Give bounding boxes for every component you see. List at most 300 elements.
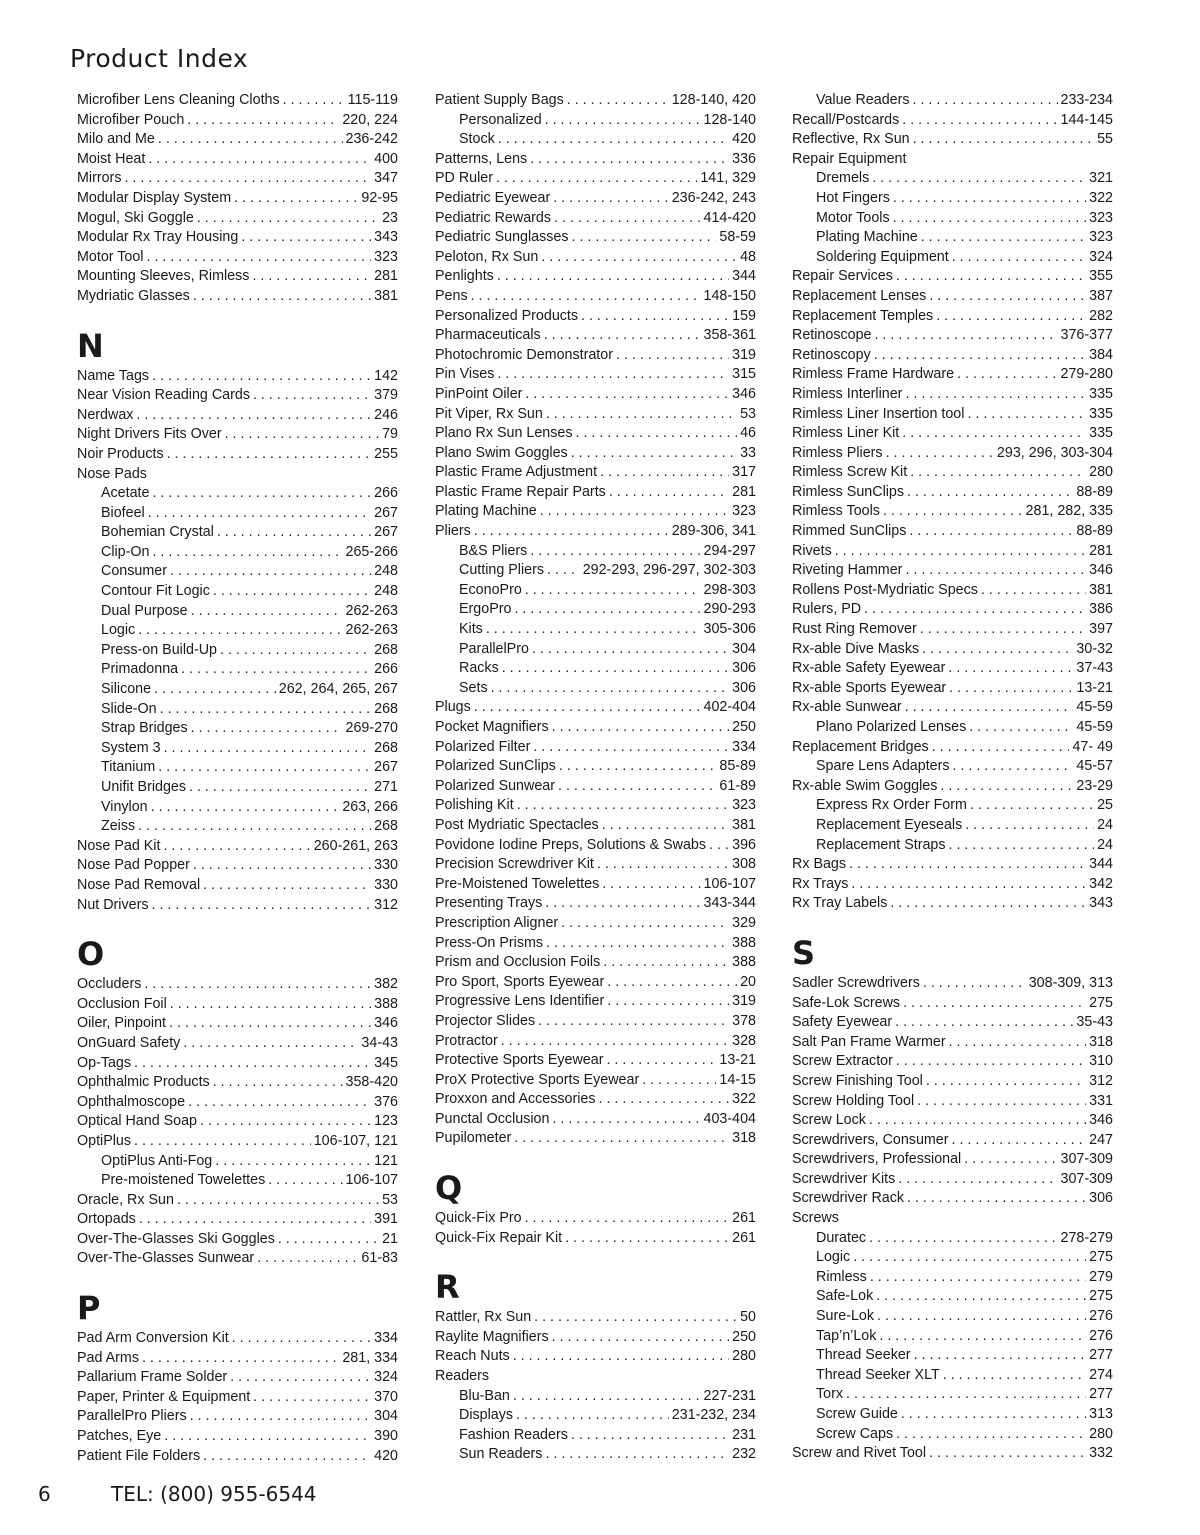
dot-leader bbox=[609, 483, 729, 503]
index-column-2 bbox=[435, 91, 756, 1465]
entry-label: Safe-Lok Screws bbox=[792, 994, 901, 1011]
entry-label: Plugs bbox=[435, 699, 471, 716]
dot-leader bbox=[709, 836, 729, 856]
entry-label: Strap Bridges bbox=[101, 720, 188, 737]
entry-label: Nose Pads bbox=[77, 465, 147, 482]
entry-page-ref: 335 bbox=[1089, 385, 1113, 402]
dot-leader bbox=[545, 111, 701, 131]
entry-label: Rx Tray Labels bbox=[792, 895, 888, 912]
index-entry bbox=[77, 367, 398, 387]
entry-label: ParallelPro bbox=[459, 640, 529, 657]
entry-label: Punctal Occlusion bbox=[435, 1110, 550, 1127]
dot-leader bbox=[546, 934, 729, 954]
entry-page-ref: 79 bbox=[382, 426, 398, 443]
entry-label: Logic bbox=[101, 622, 136, 639]
entry-page-ref: 279-280 bbox=[1060, 366, 1113, 383]
dot-leader bbox=[571, 444, 737, 464]
index-entry bbox=[77, 111, 398, 131]
dot-leader bbox=[148, 504, 371, 524]
entry-page-ref: 106-107, 121 bbox=[313, 1132, 398, 1149]
index-entry bbox=[435, 169, 756, 189]
entry-label: Tap’n’Lok bbox=[816, 1327, 877, 1344]
entry-page-ref: 308 bbox=[732, 856, 756, 873]
entry-page-ref: 265-266 bbox=[345, 543, 398, 560]
dot-leader bbox=[967, 405, 1086, 425]
entry-label: Polishing Kit bbox=[435, 797, 514, 814]
dot-leader bbox=[134, 1054, 371, 1074]
entry-page-ref: 281 bbox=[732, 483, 756, 500]
dot-leader bbox=[929, 1444, 1086, 1464]
index-entry bbox=[435, 796, 756, 816]
dot-leader bbox=[144, 975, 371, 995]
entry-page-ref: 268 bbox=[374, 641, 398, 658]
entry-page-ref: 281 bbox=[1089, 542, 1113, 559]
entry-label: Consumer bbox=[101, 563, 167, 580]
dot-leader bbox=[970, 796, 1094, 816]
entry-page-ref: 262-263 bbox=[345, 622, 398, 639]
entry-label: Displays bbox=[459, 1407, 514, 1424]
entry-page-ref: 266 bbox=[374, 661, 398, 678]
dot-leader bbox=[943, 1366, 1086, 1386]
entry-label: Nose Pad Kit bbox=[77, 837, 161, 854]
entry-label: Nose Pad Popper bbox=[77, 857, 190, 874]
dot-leader bbox=[901, 1405, 1086, 1425]
index-entry bbox=[435, 1209, 756, 1229]
index-entry bbox=[435, 483, 756, 503]
dot-leader bbox=[864, 600, 1086, 620]
dot-leader bbox=[501, 1032, 729, 1052]
index-entry bbox=[435, 1071, 756, 1091]
index-entry bbox=[792, 287, 1113, 307]
entry-label: Value Readers bbox=[816, 92, 910, 108]
entry-page-ref: 53 bbox=[382, 1191, 398, 1208]
entry-page-ref: 159 bbox=[732, 307, 756, 324]
entry-label: Plastic Frame Adjustment bbox=[435, 464, 598, 481]
entry-label: Contour Fit Logic bbox=[101, 583, 210, 600]
entry-label: Rimless Frame Hardware bbox=[792, 366, 955, 383]
dot-leader bbox=[896, 1052, 1086, 1072]
entry-page-ref: 280 bbox=[1089, 464, 1113, 481]
dot-leader bbox=[870, 1268, 1086, 1288]
entry-page-ref: 24 bbox=[1097, 836, 1113, 853]
index-entry bbox=[77, 386, 398, 406]
dot-leader bbox=[164, 1427, 371, 1447]
section-letter: S bbox=[792, 933, 816, 972]
index-entry bbox=[435, 914, 756, 934]
index-entry bbox=[435, 757, 756, 777]
entry-page-ref: 30-32 bbox=[1076, 640, 1113, 657]
entry-label: Rimmed SunClips bbox=[792, 523, 907, 540]
entry-page-ref: 61-83 bbox=[361, 1250, 398, 1267]
dot-leader bbox=[546, 405, 737, 425]
entry-page-ref: 250 bbox=[732, 1328, 756, 1345]
entry-page-ref: 231 bbox=[732, 1426, 756, 1443]
entry-page-ref: 307-309 bbox=[1060, 1151, 1113, 1168]
entry-label: Pocket Magnifiers bbox=[435, 719, 549, 735]
entry-page-ref: 403-404 bbox=[703, 1110, 756, 1127]
index-entry bbox=[792, 561, 1113, 581]
entry-label: Op-Tags bbox=[77, 1054, 132, 1071]
entry-label: Safe-Lok bbox=[816, 1288, 874, 1305]
dot-leader bbox=[879, 1327, 1086, 1347]
index-entry bbox=[435, 973, 756, 993]
entry-page-ref: 376 bbox=[374, 1093, 398, 1110]
entry-page-ref: 144-145 bbox=[1060, 111, 1113, 128]
entry-label: Torx bbox=[816, 1386, 844, 1403]
dot-leader bbox=[917, 1092, 1086, 1112]
entry-page-ref: 121 bbox=[374, 1152, 398, 1169]
entry-label: Ortopads bbox=[77, 1211, 136, 1228]
entry-label: Cutting Pliers bbox=[459, 562, 545, 579]
index-entry bbox=[792, 777, 1113, 797]
index-entry bbox=[435, 777, 756, 797]
entry-label: Photochromic Demonstrator bbox=[435, 346, 613, 363]
index-entry bbox=[792, 130, 1113, 150]
dot-leader bbox=[498, 130, 729, 150]
entry-label: Povidone Iodine Preps, Solutions & Swabs bbox=[435, 836, 707, 853]
index-entry bbox=[792, 502, 1113, 522]
entry-label: Pit Viper, Rx Sun bbox=[435, 405, 543, 422]
index-entry bbox=[792, 974, 1113, 994]
index-subentry bbox=[792, 757, 1113, 777]
index-entry bbox=[435, 463, 756, 483]
index-entry bbox=[435, 522, 756, 542]
index-entry bbox=[77, 1388, 398, 1408]
index-subentry bbox=[77, 504, 398, 524]
entry-page-ref: 47- 49 bbox=[1072, 738, 1113, 755]
entry-page-ref: 250 bbox=[732, 719, 756, 735]
dot-leader bbox=[142, 1349, 339, 1369]
index-subentry bbox=[792, 1366, 1113, 1386]
entry-page-ref: 315 bbox=[732, 366, 756, 383]
entry-label: Mounting Sleeves, Rimless bbox=[77, 268, 250, 285]
index-entry bbox=[435, 1308, 756, 1328]
entry-page-ref: 358-361 bbox=[703, 327, 756, 344]
entry-page-ref: 378 bbox=[732, 1012, 756, 1029]
entry-label: Rx-able Dive Masks bbox=[792, 640, 920, 657]
index-entry bbox=[77, 425, 398, 445]
dot-leader bbox=[552, 1328, 730, 1348]
entry-label: Reach Nuts bbox=[435, 1348, 510, 1365]
index-entry bbox=[77, 856, 398, 876]
dot-leader bbox=[545, 894, 700, 914]
index-entry bbox=[792, 346, 1113, 366]
dot-leader bbox=[893, 209, 1087, 229]
dot-leader bbox=[952, 1131, 1087, 1151]
entry-label: Mirrors bbox=[77, 170, 122, 187]
dot-leader bbox=[552, 1110, 700, 1130]
entry-page-ref: 106-107 bbox=[345, 1172, 398, 1189]
dot-leader bbox=[869, 1229, 1057, 1249]
entry-page-ref: 330 bbox=[374, 857, 398, 874]
entry-label: Dual Purpose bbox=[101, 602, 188, 619]
index-entry bbox=[792, 405, 1113, 425]
dot-leader bbox=[197, 209, 379, 229]
dot-leader bbox=[215, 1152, 371, 1172]
entry-label: Bohemian Crystal bbox=[101, 524, 214, 541]
entry-label: Screw Lock bbox=[792, 1112, 866, 1129]
dot-leader bbox=[835, 542, 1086, 562]
entry-label: Readers bbox=[435, 1368, 490, 1385]
entry-page-ref: 323 bbox=[732, 503, 756, 520]
entry-label: Progressive Lens Identifier bbox=[435, 993, 605, 1010]
entry-label: Repair Equipment bbox=[792, 150, 907, 167]
entry-page-ref: 322 bbox=[732, 1091, 756, 1108]
entry-page-ref: 23 bbox=[382, 209, 398, 226]
dot-leader bbox=[533, 738, 729, 758]
index-subentry bbox=[792, 1425, 1113, 1445]
entry-label: Screwdriver Kits bbox=[792, 1170, 896, 1187]
entry-label: Prescription Aligner bbox=[435, 914, 559, 931]
index-entry bbox=[792, 698, 1113, 718]
dot-leader bbox=[907, 483, 1073, 503]
entry-page-ref: 236-242, 243 bbox=[671, 189, 756, 206]
entry-label: Screw Caps bbox=[816, 1425, 894, 1442]
entry-page-ref: 261 bbox=[732, 1229, 756, 1246]
dot-leader bbox=[642, 1071, 716, 1091]
index-entry bbox=[435, 894, 756, 914]
entry-label: Optical Hand Soap bbox=[77, 1113, 198, 1130]
entry-label: Rimless bbox=[816, 1268, 867, 1285]
dot-leader bbox=[540, 502, 729, 522]
entry-label: Replacement Straps bbox=[816, 836, 946, 853]
dot-leader bbox=[497, 365, 729, 385]
entry-label: Pharmaceuticals bbox=[435, 327, 541, 344]
phone-number: TEL: (800) 955-6544 bbox=[111, 1482, 317, 1506]
entry-label: Motor Tool bbox=[77, 248, 144, 265]
entry-page-ref: 115-119 bbox=[347, 92, 398, 108]
dot-leader bbox=[148, 150, 371, 170]
entry-page-ref: 262-263 bbox=[345, 602, 398, 619]
dot-leader bbox=[253, 386, 371, 406]
index-entry bbox=[792, 1444, 1113, 1464]
entry-page-ref: 275 bbox=[1089, 1288, 1113, 1305]
entry-label: Plano Swim Goggles bbox=[435, 444, 568, 461]
dot-leader bbox=[525, 385, 729, 405]
entry-page-ref: 289-306, 341 bbox=[671, 523, 756, 540]
entry-page-ref: 268 bbox=[374, 700, 398, 717]
entry-page-ref: 276 bbox=[1089, 1327, 1113, 1344]
section-letter: N bbox=[77, 326, 104, 365]
dot-leader bbox=[136, 406, 371, 426]
entry-page-ref: 318 bbox=[1089, 1033, 1113, 1050]
entry-page-ref: 312 bbox=[374, 896, 398, 913]
dot-leader bbox=[607, 992, 729, 1012]
index-entry bbox=[435, 992, 756, 1012]
entry-page-ref: 343-344 bbox=[703, 895, 756, 912]
index-subentry bbox=[792, 1287, 1113, 1307]
entry-label: Polarized Filter bbox=[435, 738, 531, 755]
entry-label: Sadler Screwdrivers bbox=[792, 974, 920, 991]
entry-page-ref: 248 bbox=[374, 583, 398, 600]
index-entry bbox=[435, 1051, 756, 1071]
index-entry bbox=[77, 1191, 398, 1211]
entry-label: Peloton, Rx Sun bbox=[435, 248, 539, 265]
dot-leader bbox=[139, 1210, 371, 1230]
dot-leader bbox=[177, 1191, 379, 1211]
entry-label: Quick-Fix Pro bbox=[435, 1210, 522, 1227]
index-entry bbox=[435, 91, 756, 111]
index-subentry bbox=[77, 758, 398, 778]
index-subentry bbox=[792, 209, 1113, 229]
dot-leader bbox=[929, 287, 1086, 307]
entry-page-ref: 266 bbox=[374, 485, 398, 502]
dot-leader bbox=[981, 581, 1086, 601]
entry-page-ref: 382 bbox=[374, 976, 398, 993]
entry-label: Oiler, Pinpoint bbox=[77, 1015, 167, 1032]
entry-label: Rx-able Sports Eyewear bbox=[792, 679, 947, 696]
entry-page-ref: 334 bbox=[732, 738, 756, 755]
index-subentry bbox=[792, 1385, 1113, 1405]
entry-page-ref: 336 bbox=[732, 150, 756, 167]
index-entry bbox=[435, 934, 756, 954]
entry-page-ref: 347 bbox=[374, 170, 398, 187]
entry-label: Replacement Eyeseals bbox=[816, 816, 963, 833]
index-entry bbox=[792, 659, 1113, 679]
index-entry bbox=[792, 1189, 1113, 1209]
dot-leader bbox=[191, 602, 343, 622]
dot-leader bbox=[877, 1307, 1086, 1327]
dot-leader bbox=[138, 817, 371, 837]
entry-page-ref: 88-89 bbox=[1076, 523, 1113, 540]
entry-label: PD Ruler bbox=[435, 170, 493, 187]
entry-label: Logic bbox=[816, 1249, 851, 1266]
dot-leader bbox=[532, 640, 729, 660]
dot-leader bbox=[565, 1229, 729, 1249]
dot-leader bbox=[183, 1034, 358, 1054]
dot-leader bbox=[921, 228, 1086, 248]
dot-leader bbox=[902, 111, 1057, 131]
entry-label: Name Tags bbox=[77, 367, 150, 384]
index-subentry bbox=[792, 1327, 1113, 1347]
entry-page-ref: 35-43 bbox=[1076, 1014, 1113, 1031]
entry-page-ref: 334 bbox=[374, 1330, 398, 1347]
dot-leader bbox=[602, 816, 729, 836]
entry-label: Rimless Tools bbox=[792, 503, 880, 520]
dot-leader bbox=[491, 679, 730, 699]
index-entry bbox=[792, 581, 1113, 601]
index-entry bbox=[77, 1407, 398, 1427]
dot-leader bbox=[541, 248, 737, 268]
dot-leader bbox=[152, 484, 371, 504]
index-entry bbox=[77, 130, 398, 150]
entry-label: ParallelPro Pliers bbox=[77, 1408, 187, 1425]
entry-label: Plano Rx Sun Lenses bbox=[435, 425, 573, 442]
index-entry bbox=[435, 816, 756, 836]
dot-leader bbox=[910, 463, 1086, 483]
index-entry bbox=[77, 248, 398, 268]
entry-label: Screw Guide bbox=[816, 1406, 898, 1422]
dot-leader bbox=[160, 700, 372, 720]
dot-leader bbox=[936, 307, 1086, 327]
entry-label: Racks bbox=[459, 660, 499, 677]
dot-leader bbox=[890, 894, 1086, 914]
dot-leader bbox=[514, 600, 700, 620]
entry-page-ref: 277 bbox=[1089, 1386, 1113, 1403]
entry-label: OptiPlus Anti-Fog bbox=[101, 1152, 213, 1169]
index-subentry bbox=[792, 1346, 1113, 1366]
index-entry bbox=[77, 896, 398, 916]
index-subentry bbox=[792, 718, 1113, 738]
entry-label: Rimless Screw Kit bbox=[792, 464, 908, 481]
entry-label: Plano Polarized Lenses bbox=[816, 719, 967, 735]
entry-page-ref: 23-29 bbox=[1076, 777, 1113, 794]
dot-leader bbox=[922, 640, 1073, 660]
index-entry bbox=[792, 1092, 1113, 1112]
dot-leader bbox=[268, 1171, 342, 1191]
index-subentry bbox=[792, 1248, 1113, 1268]
entry-page-ref: 400 bbox=[374, 150, 398, 167]
entry-page-ref: 420 bbox=[732, 131, 756, 148]
index-entry bbox=[435, 405, 756, 425]
dot-leader bbox=[170, 995, 371, 1015]
index-subentry bbox=[792, 1307, 1113, 1327]
entry-page-ref: 324 bbox=[374, 1369, 398, 1386]
dot-leader bbox=[905, 561, 1086, 581]
entry-page-ref: 308-309, 313 bbox=[1028, 974, 1113, 991]
entry-page-ref: 281 bbox=[374, 268, 398, 285]
entry-label: Penlights bbox=[435, 268, 494, 285]
dot-leader bbox=[471, 287, 701, 307]
index-entry bbox=[77, 1034, 398, 1054]
entry-label: Proxxon and Accessories bbox=[435, 1091, 596, 1108]
dot-leader bbox=[241, 228, 371, 248]
index-entry bbox=[435, 385, 756, 405]
entry-label: Sure-Lok bbox=[816, 1308, 875, 1325]
entry-label: Polarized SunClips bbox=[435, 758, 556, 775]
entry-label: Protective Sports Eyewear bbox=[435, 1052, 604, 1069]
entry-page-ref: 386 bbox=[1089, 601, 1113, 618]
entry-label: Hot Fingers bbox=[816, 189, 890, 206]
index-entry bbox=[792, 1150, 1113, 1170]
index-entry bbox=[792, 994, 1113, 1014]
index-entry bbox=[77, 445, 398, 465]
index-entry bbox=[77, 209, 398, 229]
entry-label: Pre-Moistened Towelettes bbox=[435, 875, 600, 892]
index-entry bbox=[792, 365, 1113, 385]
dot-leader bbox=[138, 621, 342, 641]
entry-page-ref: 335 bbox=[1089, 425, 1113, 442]
index-entry bbox=[792, 111, 1113, 131]
entry-page-ref: 420 bbox=[374, 1447, 398, 1464]
dot-leader bbox=[220, 641, 371, 661]
dot-leader bbox=[547, 561, 580, 581]
entry-label: Screws bbox=[792, 1210, 839, 1227]
index-subentry bbox=[435, 542, 756, 562]
entry-page-ref: 53 bbox=[740, 405, 756, 422]
entry-page-ref: 280 bbox=[732, 1348, 756, 1365]
entry-label: ErgoPro bbox=[459, 601, 512, 618]
index-subentry bbox=[435, 659, 756, 679]
entry-page-ref: 279 bbox=[1089, 1268, 1113, 1285]
index-subentry bbox=[792, 1405, 1113, 1425]
entry-label: Quick-Fix Repair Kit bbox=[435, 1229, 563, 1246]
index-subentry bbox=[435, 679, 756, 699]
dot-leader bbox=[234, 189, 358, 209]
entry-label: Rulers, PD bbox=[792, 601, 862, 618]
entry-page-ref: 304 bbox=[374, 1408, 398, 1425]
entry-page-ref: 268 bbox=[374, 739, 398, 756]
entry-label: Thread Seeker XLT bbox=[816, 1366, 940, 1383]
index-subentry bbox=[77, 660, 398, 680]
index-entry bbox=[77, 169, 398, 189]
dot-leader bbox=[949, 836, 1095, 856]
entry-label: ProX Protective Sports Eyewear bbox=[435, 1071, 640, 1088]
dot-leader bbox=[474, 698, 701, 718]
entry-label: Patterns, Lens bbox=[435, 150, 528, 167]
entry-label: Microfiber Lens Cleaning Cloths bbox=[77, 92, 280, 108]
index-entry bbox=[792, 385, 1113, 405]
